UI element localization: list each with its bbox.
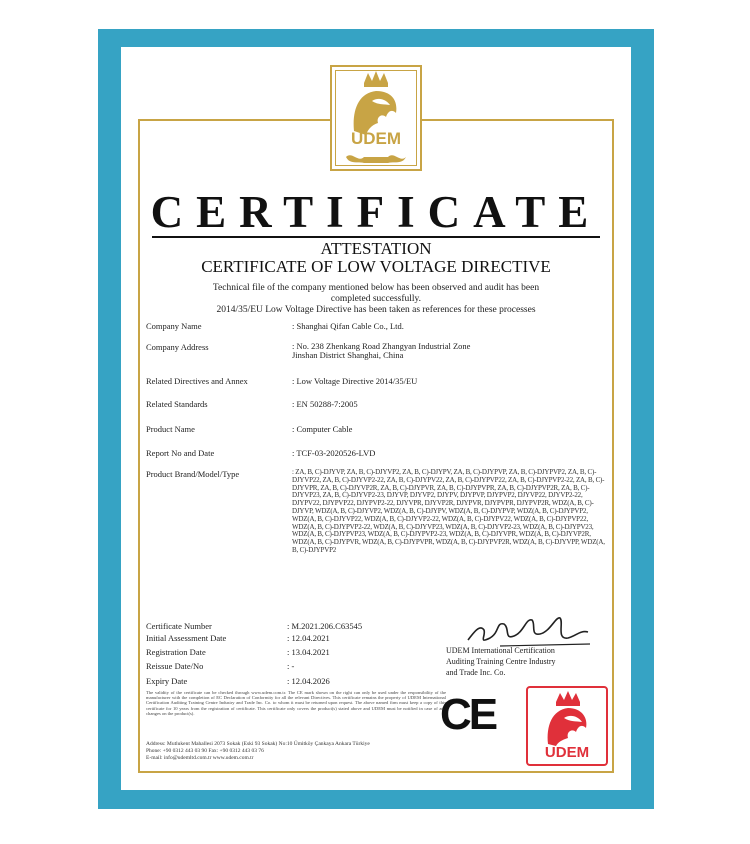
udem-logo-red <box>526 686 608 766</box>
contact-address <box>146 741 476 762</box>
report-value: : TCF-03-2020526-LVD <box>292 448 376 458</box>
company-name-value: : Shanghai Qifan Cable Co., Ltd. <box>292 321 404 331</box>
intro-line-2: completed successfully. <box>330 294 422 304</box>
company-address-value: : No. 238 Zhenkang Road Zhangyan Industrial Zone Jinshan District Shanghai, China <box>292 341 471 360</box>
product-name-value: : Computer Cable <box>292 424 353 434</box>
intro-line-3: 2014/35/EU Low Voltage Directive has been taken as references for these processes <box>216 305 536 315</box>
certificate-subtitle: CERTIFICATE OF LOW VOLTAGE DIRECTIVE <box>201 257 551 276</box>
standards-value: : EN 50288-7:2005 <box>292 399 358 409</box>
product-name-label: Product Name <box>146 424 195 434</box>
expiry-value: : 12.04.2026 <box>287 676 330 686</box>
phone-line: Phone: +90 0312 443 03 90 Fax: +90 0312 443 03 76 <box>146 748 264 754</box>
report-label: Report No and Date <box>146 448 215 458</box>
attestation-heading: ATTESTATION <box>320 239 432 258</box>
directives-label: Related Directives and Annex <box>146 376 248 386</box>
models-label: Product Brand/Model/Type <box>146 469 240 479</box>
certificate-title: CERTIFICATE <box>150 187 602 237</box>
issuer-line-2: Auditing Training Centre Industry <box>446 657 556 666</box>
cert-number-label: Certificate Number <box>146 621 212 631</box>
reissue-value: : - <box>287 661 295 671</box>
registration-date-value: : 13.04.2021 <box>287 647 330 657</box>
issuer-line-1: UDEM International Certification <box>446 646 555 655</box>
cert-number-value: : M.2021.206.C63545 <box>287 621 363 631</box>
standards-label: Related Standards <box>146 399 208 409</box>
crown-lion-red-icon <box>528 690 606 746</box>
registration-date-label: Registration Date <box>146 647 206 657</box>
initial-date-label: Initial Assessment Date <box>146 633 227 643</box>
udem-logo-gold <box>330 65 422 171</box>
issuer-line-3: and Trade Inc. Co. <box>446 668 506 677</box>
intro-line-1: Technical file of the company mentioned below has been observed and audit has been <box>212 283 540 293</box>
initial-date-value: : 12.04.2021 <box>287 633 330 643</box>
company-name-label: Company Name <box>146 321 202 331</box>
reissue-label: Reissue Date/No <box>146 661 204 671</box>
company-address-label: Company Address <box>146 342 209 352</box>
expiry-label: Expiry Date <box>146 676 188 686</box>
title-rule <box>152 236 600 238</box>
issuer-block <box>446 645 606 678</box>
logo-brand-text: UDEM <box>350 129 402 148</box>
ce-mark: CE <box>440 690 496 739</box>
logo-red-brand-text: UDEM <box>544 744 590 761</box>
directives-value: : Low Voltage Directive 2014/35/EU <box>292 376 418 386</box>
fine-print: The validity of the certificate can be checked through www.udem.com.tr. The CE mark shown on the right can only be used under the responsibility of the manufacturer with the completion of EC Declaration of Conformity for all the relevant Directives. This certificate remains the property of UDEM International Certification Auditing Training Centre Industry and Trade Inc. Co. to whom it must be returned upon request. The above named firm must keep a copy of this certificate for 10 years from the registration of certificate. This certificate only covers the product(s) stated above and UDEM must be notified in case of any changes on the product(s). <box>146 690 446 716</box>
ribbon-icon <box>332 149 420 167</box>
email-line: E-mail: info@udemltd.com.tr www.udem.com.tr <box>146 755 254 761</box>
models-value: : ZA, B, C)-DJYVP, ZA, B, C)-DJYVP2, ZA, B, C)-DJYPV, ZA, B, C)-DJYPVP, ZA, B, C)-DJYPVP2, ZA, B, C)-DJYVP22, ZA, B, C)-DJYVP2-22, ZA, B, C)-DJYPV22, ZA, B, C)-DJYPVP22, ZA, B, C)-DJYPVP2-22, ZA, B, C)-DJYVPR, ZA, B, C)-DJYVP2R, ZA, B, C)-DJYPVR, ZA, B, C)-DJYPVPR, ZA, B, C)-DJYPVP2R, ZA, B, C)-DJYVP23, ZA, B, C)-DJYVP2-23, DJYVP, DJYVP2, DJYPV, DJYPVP, DJYPVP2, DJYVP22, DJYVP2-22, DJYPV22, DJYPVP22, DJYPVP2-22, DJYVPR, DJYVP2R, DJYPVR, DJYPVPR, DJYPVP2R, WDZ(A, B, C)-DJYVP, WDZ(A, B, C)-DJYVP2, WDZ(A, B, C)-DJYPV, WDZ(A, B, C)-DJYPVP, WDZ(A, B, C)-DJYPVP2, WDZ(A, B, C)-DJYVP22, WDZ(A, B, C)-DJYVP2-22, WDZ(A, B, C)-DJYPV22, WDZ(A, B, C)-DJYPVP22, WDZ(A, B, C)-DJYPVP2-22, WDZ(A, B, C)-DJYVP23, WDZ(A, B, C)-DJYVP2-23, WDZ(A, B, C)-DJYPV23, WDZ(A, B, C)-DJYPVP23, WDZ(A, B, C)-DJYPVP2-23, WDZ(A, B, C)-DJYVPR, WDZ(A, B, C)-DJYVP2R, WDZ(A, B, C)-DJYPVR, WDZ(A, B, C)-DJYPVPR, WDZ(A, B, C)-DJYPVP2R, WDZ(A, B, C)-DJYVPP, WDZ(A, B, C)-DJYPVP2 <box>292 468 605 554</box>
address-line: Address: Mutlukent Mahallesi 2073 Sokak (Eski 93 Sokak) No:10 Ümitköy Çankaya Ankara Türkiye <box>146 741 370 747</box>
